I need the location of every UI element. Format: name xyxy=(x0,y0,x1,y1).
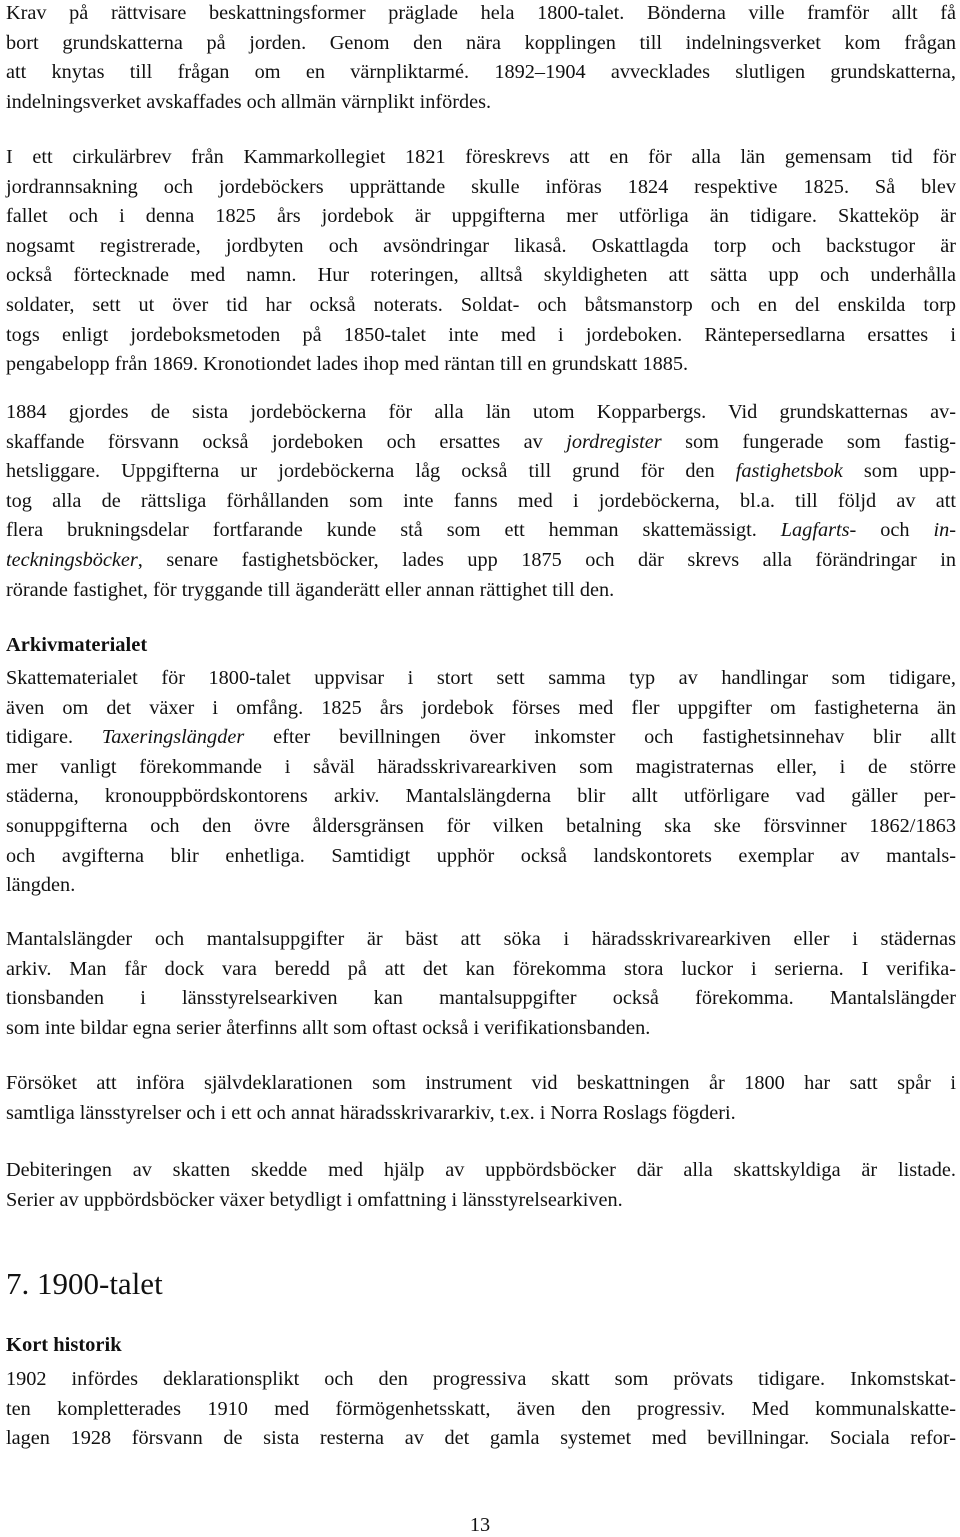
text-line: också förtecknade med namn. Hur roteringen, alltså skyldigheten att sätta upp och underhålla xyxy=(6,264,956,287)
text-line: tionsbanden i länsstyrelsearkiven kan mantalsuppgifter också förekomma. Mantalslängder xyxy=(6,987,956,1010)
text-line xyxy=(6,723,956,753)
text-line: Debiteringen av skatten skedde med hjälp av uppbördsböcker där alla skattskyldiga är listade. xyxy=(6,1159,956,1181)
paragraph-mantalslangder xyxy=(6,925,956,1043)
text-line: samtliga länsstyrelser och i ett och annat häradsskrivararkiv, t.ex. i Norra Roslags fögderi. xyxy=(6,1101,736,1124)
text-line: städerna, kronouppbördskontorens arkiv. Mantalslängderna blir allt utförligare vad gäller per- xyxy=(6,785,956,808)
text-line: och avgifterna blir enhetliga. Samtidigt upphör också landskontorets exemplar av mantals- xyxy=(6,844,956,867)
text-line: rörande fastighet, för tryggande till äganderätt eller annan rättighet till den. xyxy=(6,578,615,601)
text-line: indelningsverket avskaffades och allmän värnplikt infördes. xyxy=(6,90,492,113)
text-line: mer vanligt förekommande i såväl häradsskrivarearkiven som magistraternas eller, i de större xyxy=(6,755,956,778)
text-span: som fungerade som fastig- xyxy=(661,430,956,453)
section-heading-kort-historik: Kort historik xyxy=(6,1334,122,1356)
text-line: som inte bildar egna serier återfinns allt som oftast också i verifikationsbanden. xyxy=(6,1016,651,1039)
text-span: flera brukningsdelar fortfarande kunde stå som ett hemman skattemässigt. xyxy=(6,519,781,542)
text-line: att knytas till frågan om en värnpliktarmé. 1892–1904 avvecklades slutligen grundskatterna, xyxy=(6,61,956,84)
text-line: Mantalslängder och mantalsuppgifter är bäst att söka i häradsskrivarearkiven eller i städernas xyxy=(6,928,956,950)
paragraph-skattematerialet xyxy=(6,664,956,901)
paragraph-sjalvdeklaration xyxy=(6,1069,956,1128)
paragraph-intro xyxy=(6,0,956,117)
paragraph-kort-historik xyxy=(6,1365,956,1454)
text-line: pengabelopp från 1869. Kronotiondet lades ihop med räntan till en grundskatt 1885. xyxy=(6,353,689,376)
text-line: togs enligt jordeboksmetoden på 1850-talet inte med i jordeboken. Räntepersedlarna ersattes i xyxy=(6,323,956,346)
text-line: 1902 infördes deklarationsplikt och den progressiva skatt som prövats tidigare. Inkomstskat- xyxy=(6,1368,956,1390)
text-line: nogsamt registrerade, jordbyten och avsöndringar likaså. Oskattlagda torp och backstugor är xyxy=(6,234,956,257)
text-span: hetsliggare. Uppgifterna ur jordeböckerna låg också till grund för den xyxy=(6,460,736,483)
text-span: - och xyxy=(849,519,934,542)
text-span: skaffande försvann också jordeboken och ersattes av xyxy=(6,430,567,453)
text-line xyxy=(6,546,956,576)
emphasis-term: fastighetsbok xyxy=(735,460,843,483)
text-line xyxy=(6,516,956,546)
emphasis-term: Lagfarts xyxy=(780,519,850,542)
paragraph-jordebocker xyxy=(6,398,956,605)
text-line: längden. xyxy=(6,874,76,897)
text-span: tidigare. xyxy=(6,726,102,749)
text-line: fallet och i denna 1825 års jordebok är uppgifterna mer utförliga än tidigare. Skatteköp är xyxy=(6,205,956,228)
text-line: ten kompletterades 1910 med förmögenhetsskatt, även den progressiv. Med kommunalskatte- xyxy=(6,1397,956,1420)
text-span: efter bevillningen över inkomster och fastighetsinnehav blir allt xyxy=(244,726,956,749)
chapter-heading: 7. 1900-talet xyxy=(6,1266,163,1301)
text-span: som upp- xyxy=(842,460,956,483)
emphasis-term: Taxeringslängder xyxy=(101,726,245,749)
text-line: I ett cirkulärbrev från Kammarkollegiet 1821 föreskrevs att en för alla län gemensam tid för xyxy=(6,146,956,168)
text-line: 1884 gjordes de sista jordeböckerna för alla län utom Kopparbergs. Vid grundskatternas av- xyxy=(6,401,956,423)
text-line: soldater, sett ut över tid har också noterats. Soldat- och båtsmanstorp och en del enskilda torp xyxy=(6,293,956,316)
text-line: tog alla de rättsliga förhållanden som inte fanns med i jordeböckerna, bl.a. till följd av att xyxy=(6,489,956,512)
text-line: arkiv. Man får dock vara beredd på att det kan förekomma stora luckor i serierna. I verifika- xyxy=(6,957,956,980)
text-line: Skattematerialet för 1800-talet uppvisar i stort sett samma typ av handlingar som tidigare, xyxy=(6,667,956,689)
text-line xyxy=(6,457,956,487)
emphasis-term: teckningsböcker xyxy=(6,548,138,571)
text-line: Krav på rättvisare beskattningsformer präglade hela 1800-talet. Bönderna ville framför allt få xyxy=(6,2,956,24)
emphasis-term: jordregister xyxy=(566,430,662,453)
section-heading-arkivmaterialet: Arkivmaterialet xyxy=(6,634,148,656)
text-line: sonuppgifterna och den övre åldersgränsen för vilken betalning ska ske försvinner 1862/1863 xyxy=(6,814,956,837)
text-line xyxy=(6,428,956,458)
emphasis-term: in- xyxy=(933,519,956,542)
paragraph-cirkularbrev xyxy=(6,143,956,380)
text-line: jordrannsakning och jordeböckers upprättande skulle införas 1824 respektive 1825. Så blev xyxy=(6,175,956,198)
paragraph-debiteringen xyxy=(6,1156,956,1215)
text-line: även om det växer i omfång. 1825 års jordebok förses med fler uppgifter om fastigheterna än xyxy=(6,696,956,719)
text-line: Serier av uppbördsböcker växer betydligt i omfattning i länsstyrelsearkiven. xyxy=(6,1188,623,1211)
text-span: , senare fastighetsböcker, lades upp 1875 och där skrevs alla förändringar in xyxy=(137,548,956,571)
text-line: lagen 1928 försvann de sista resterna av det gamla systemet med bevillningar. Sociala refor- xyxy=(6,1427,956,1450)
page-number: 13 xyxy=(469,1514,491,1536)
text-line: bort grundskatterna på jorden. Genom den nära kopplingen till indelningsverket kom frågan xyxy=(6,31,956,54)
text-line: Försöket att införa självdeklarationen som instrument vid beskattningen år 1800 har satt spår i xyxy=(6,1072,956,1094)
